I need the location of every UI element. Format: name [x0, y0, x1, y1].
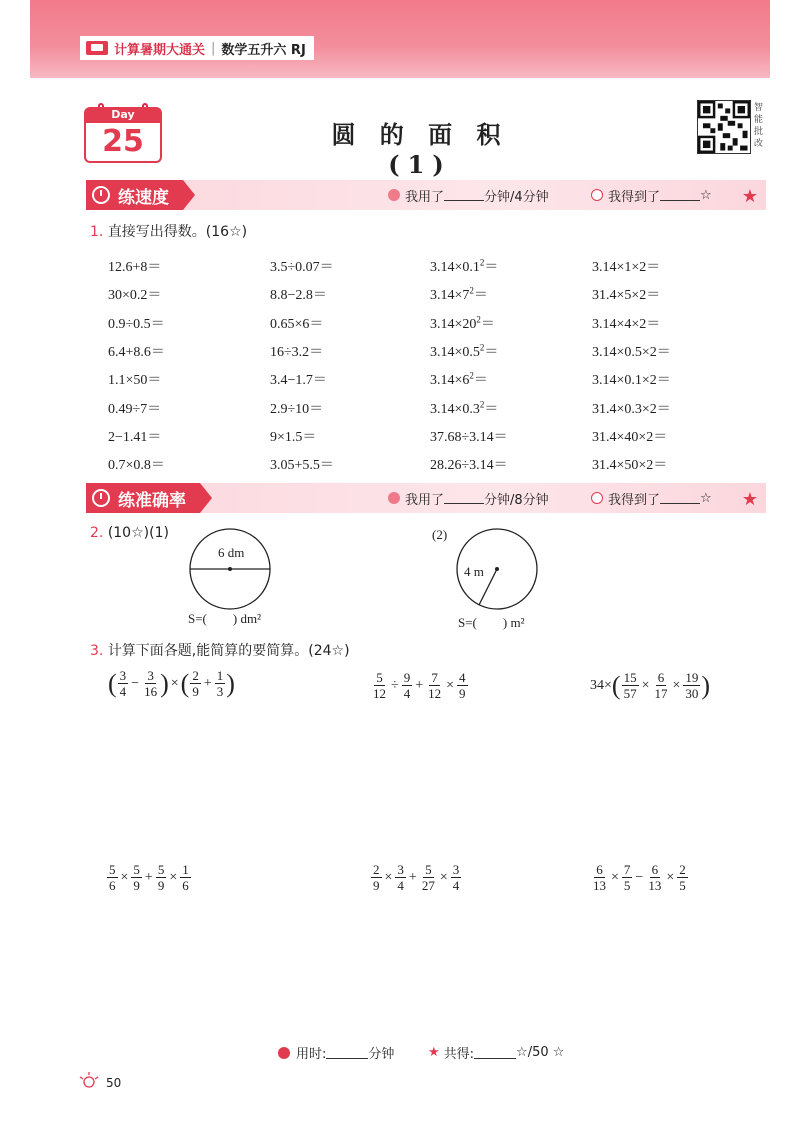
calc-expression: 1.1×50＝: [108, 373, 162, 389]
calc-expression: 3.14×1×2＝: [592, 260, 661, 275]
operator: −: [131, 675, 140, 691]
denominator: 6: [182, 878, 189, 893]
question-2-heading: [90, 525, 169, 541]
denominator: 4: [403, 686, 411, 701]
question-text: (10☆)(1): [107, 525, 169, 541]
numerator: 6: [651, 862, 659, 877]
numerator: 5: [376, 670, 383, 685]
calc-equals: ＝: [484, 260, 499, 275]
oral-calc-item: [108, 284, 161, 304]
denominator: 5: [623, 878, 631, 893]
footer-time-blank[interactable]: [326, 1047, 368, 1059]
numerator: 1: [182, 862, 189, 877]
calc-expression: 9×1.5＝: [270, 429, 317, 445]
operator: ×: [611, 869, 619, 885]
operator: +: [203, 675, 212, 691]
oral-calc-item: [592, 256, 660, 276]
paren: ): [160, 668, 169, 698]
qr-code-icon[interactable]: [697, 100, 751, 154]
numerator: 5: [157, 862, 165, 877]
footer-time: [278, 1043, 394, 1062]
operator: +: [415, 677, 424, 693]
operator: ÷: [391, 677, 399, 693]
page-margin-right: [770, 0, 800, 78]
numerator: 15: [623, 670, 637, 685]
numerator: 5: [133, 862, 140, 877]
clock-icon: [388, 492, 400, 504]
numerator: 3: [397, 862, 404, 877]
calc-base: 3.14×0.3: [430, 401, 480, 417]
question-number: 1.: [90, 224, 104, 240]
denominator: 57: [623, 686, 637, 701]
denominator: 9: [459, 686, 466, 701]
calc-expression: 6.4+8.6＝: [108, 344, 165, 360]
header-separator: |: [211, 40, 216, 56]
fraction: [180, 862, 191, 893]
star-icon: ★: [428, 1045, 440, 1060]
fraction: [457, 670, 468, 701]
numerator: 2: [192, 668, 199, 683]
alarm-clock-icon: [278, 1047, 290, 1059]
qr-caption: 智能批改: [754, 103, 764, 149]
oral-calc-item: [592, 398, 671, 418]
footer-score-label: 共得:: [443, 1047, 475, 1062]
calc-exponent: 2: [469, 285, 474, 296]
oral-calc-item: [270, 454, 334, 474]
oral-calc-item: [430, 341, 498, 361]
operator: ×: [666, 869, 675, 885]
paren: (: [180, 668, 190, 698]
oral-calc-item: [108, 341, 165, 361]
denominator: 3: [216, 684, 224, 699]
footer-time-unit: 分钟: [368, 1047, 395, 1062]
denominator: 12: [428, 686, 442, 701]
time-prefix: 我用了: [405, 189, 445, 205]
time-suffix: 分钟/8分钟: [484, 492, 549, 508]
oral-calc-item: [430, 369, 488, 389]
numerator: 6: [596, 862, 603, 877]
question-number: 3.: [90, 643, 104, 659]
operator: ×: [439, 869, 448, 885]
expression-3: [590, 670, 710, 701]
fraction: [683, 670, 700, 701]
numerator: 3: [147, 668, 154, 683]
denominator: 9: [373, 878, 380, 893]
footer-score-unit: ☆/50 ☆: [516, 1045, 565, 1060]
radius-label: 4 m: [464, 564, 484, 579]
fraction: [652, 670, 669, 701]
fraction: [622, 670, 639, 701]
part-2-label: (2): [432, 527, 448, 542]
numerator: 4: [459, 670, 466, 685]
oral-calc-item: [270, 313, 323, 333]
grade-label: 数学五升六 RJ: [221, 42, 306, 58]
score-prefix: 我得到了: [608, 492, 661, 508]
question-number: 2.: [90, 525, 104, 541]
fraction: [118, 668, 129, 699]
stopwatch-icon: [92, 186, 110, 204]
denominator: 4: [452, 878, 460, 893]
paren: ): [701, 670, 711, 700]
page-number: 50: [106, 1076, 122, 1090]
denominator: 17: [654, 686, 668, 701]
denominator: 6: [109, 878, 116, 893]
area-answer-2[interactable]: S=( ) m²: [458, 615, 525, 630]
score-blank[interactable]: [660, 492, 700, 504]
numerator: 7: [431, 670, 438, 685]
calc-expression: 3.14×4×2＝: [592, 316, 661, 332]
time-used: [388, 180, 549, 210]
calc-expression: 0.9÷0.5＝: [108, 316, 165, 332]
operator: ×: [641, 677, 650, 693]
calc-expression: 3.5÷0.07＝: [270, 260, 334, 275]
calc-expression: 8.8−2.8＝: [270, 288, 327, 304]
calc-base: 3.14×7: [430, 288, 470, 304]
paren: (: [108, 668, 117, 698]
calc-base: 28.26÷3.14＝: [430, 458, 508, 474]
section-title: 练速度: [118, 187, 169, 208]
calc-expression: 31.4×40×2＝: [592, 429, 668, 445]
footer-score-blank[interactable]: [474, 1047, 516, 1059]
page-margin-left: [0, 0, 30, 78]
calc-expression: 31.4×0.3×2＝: [592, 401, 671, 417]
section-title: 练准确率: [118, 490, 186, 511]
calc-equals: ＝: [480, 316, 495, 332]
calc-equals: ＝: [473, 288, 488, 304]
fraction: [371, 862, 382, 893]
denominator: 4: [397, 878, 404, 893]
calc-expression: 31.4×5×2＝: [592, 288, 661, 304]
calc-expression: 0.65×6＝: [270, 316, 324, 332]
fraction: [591, 862, 608, 893]
operator: −: [635, 869, 644, 885]
circle-diameter-figure: [188, 527, 272, 611]
fraction: [622, 862, 633, 893]
oral-calc-item: [592, 369, 671, 389]
expression-1: [108, 668, 235, 699]
fraction: [646, 862, 663, 893]
numerator: 7: [623, 862, 631, 877]
expression-2: [370, 670, 469, 701]
day-label: Day: [84, 107, 162, 123]
oral-calc-item: [592, 426, 667, 446]
oral-calc-item: [430, 398, 498, 418]
numerator: 1: [216, 668, 224, 683]
score-suffix: ☆: [700, 490, 712, 506]
oral-calc-item: [430, 284, 488, 304]
time-used: [388, 483, 549, 513]
paren: ): [226, 668, 235, 698]
calc-expression: 2−1.41＝: [108, 429, 162, 445]
score-got: [591, 180, 712, 210]
oral-calc-item: [270, 341, 323, 361]
fraction: [131, 862, 142, 893]
calc-expression: 31.4×50×2＝: [592, 458, 668, 474]
calc-exponent: 2: [479, 342, 485, 353]
oral-calc-item: [430, 313, 495, 333]
oral-calc-item: [430, 426, 508, 446]
denominator: 16: [144, 684, 158, 699]
calc-expression: 3.05+5.5＝: [270, 458, 334, 474]
question-1-heading: [90, 221, 247, 241]
fraction: [190, 668, 201, 699]
calc-exponent: 2: [469, 370, 474, 381]
expression-5: [370, 862, 462, 893]
expression-4: [106, 862, 192, 893]
calc-equals: ＝: [473, 373, 488, 389]
fraction: [107, 862, 118, 893]
footer-time-label: 用时:: [296, 1047, 327, 1062]
calc-expression: 0.49÷7＝: [108, 401, 162, 417]
calc-equals: ＝: [484, 401, 499, 417]
series-title: 计算暑期大通关: [114, 42, 206, 58]
numerator: 6: [657, 670, 665, 685]
fraction: [420, 862, 437, 893]
calc-expression: 12.6+8＝: [108, 260, 162, 275]
operator: ×: [170, 675, 179, 691]
denominator: 9: [192, 684, 199, 699]
numerator: 2: [679, 862, 686, 877]
time-blank[interactable]: [444, 492, 484, 504]
denominator: 30: [685, 686, 699, 701]
numerator: 19: [685, 670, 699, 685]
oral-calc-item: [592, 284, 660, 304]
operator: ×: [672, 677, 681, 693]
day-badge: [84, 103, 162, 163]
operator: ×: [169, 869, 178, 885]
time-blank[interactable]: [444, 189, 484, 201]
diameter-label: 6 dm: [218, 545, 245, 560]
calc-expression: 30×0.2＝: [108, 288, 162, 304]
fraction: [677, 862, 688, 893]
numerator: 5: [425, 862, 432, 877]
calc-exponent: 2: [476, 313, 481, 324]
operator: ×: [384, 869, 393, 885]
oral-calc-item: [108, 398, 161, 418]
fraction: [395, 862, 406, 893]
footer-score: [428, 1043, 564, 1062]
time-suffix: 分钟/4分钟: [484, 189, 549, 205]
fraction: [451, 862, 462, 893]
oral-calc-item: [108, 313, 165, 333]
oral-calc-item: [108, 256, 161, 276]
fraction: [215, 668, 226, 699]
oral-calc-item: [430, 256, 498, 276]
operator: ×: [446, 677, 454, 693]
denominator: 13: [593, 878, 606, 893]
calc-expression: 3.14×0.1×2＝: [592, 373, 671, 389]
oral-calc-item: [592, 313, 660, 333]
calc-expression: 3.14×0.5×2＝: [592, 344, 671, 360]
calc-exponent: 2: [479, 257, 485, 268]
denominator: 27: [421, 878, 435, 893]
oral-calc-item: [270, 426, 316, 446]
calc-expression: 2.9÷10＝: [270, 401, 324, 417]
oral-calc-item: [270, 369, 327, 389]
calc-exponent: 2: [479, 398, 485, 409]
star-icon: ★: [741, 489, 758, 510]
calc-base: 3.14×0.1: [430, 260, 480, 275]
operator: +: [408, 869, 417, 885]
oral-calc-item: [108, 369, 161, 389]
area-answer-1[interactable]: S=( ) dm²: [188, 611, 261, 626]
fraction: [371, 670, 388, 701]
denominator: 5: [679, 878, 686, 893]
calc-equals: ＝: [484, 344, 499, 360]
operator: ×: [120, 869, 129, 885]
denominator: 9: [157, 878, 165, 893]
calc-base: 3.14×20: [430, 316, 477, 332]
calc-expression: 3.4−1.7＝: [270, 373, 327, 389]
section-speed: [86, 180, 766, 210]
calc-expression: 0.7×0.8＝: [108, 458, 165, 474]
score-prefix: 我得到了: [608, 189, 661, 205]
denominator: 9: [133, 878, 140, 893]
score-got: [591, 483, 712, 513]
numerator: 2: [373, 862, 380, 877]
oral-calc-item: [430, 454, 508, 474]
score-suffix: ☆: [700, 187, 712, 203]
oral-calc-item: [270, 256, 334, 276]
numerator: 3: [119, 668, 127, 683]
operator: +: [144, 869, 153, 885]
expression-6: [590, 862, 689, 893]
section-accuracy: [86, 483, 766, 513]
target-icon: [92, 489, 110, 507]
calc-base: 3.14×0.5: [430, 344, 480, 360]
question-3-heading: [90, 640, 350, 660]
page-title: 圆 的 面 积(1): [331, 120, 509, 179]
section-accuracy-label: [86, 483, 200, 513]
fraction: [156, 862, 167, 893]
check-icon: [591, 492, 603, 504]
book-header: [80, 36, 314, 60]
calc-expression: 16÷3.2＝: [270, 344, 324, 360]
star-icon: ★: [741, 186, 758, 207]
oral-calc-item: [108, 426, 161, 446]
section-speed-label: [86, 180, 183, 210]
oral-calc-item: [270, 284, 327, 304]
multiplier: 34×: [590, 677, 612, 693]
question-text: 计算下面各题,能简算的要简算。(24☆): [107, 643, 350, 659]
check-icon: [591, 189, 603, 201]
fraction: [426, 670, 443, 701]
oral-calc-item: [592, 341, 671, 361]
denominator: 4: [119, 684, 127, 699]
oral-calc-item: [108, 454, 165, 474]
time-prefix: 我用了: [405, 492, 445, 508]
calc-base: 37.68÷3.14＝: [430, 429, 508, 445]
calc-base: 3.14×6: [430, 373, 470, 389]
numerator: 3: [452, 862, 460, 877]
oral-calc-item: [592, 454, 667, 474]
oral-calc-item: [270, 398, 323, 418]
question-text: 直接写出得数。(16☆): [107, 224, 248, 240]
day-number: 25: [84, 123, 162, 163]
numerator: 5: [109, 862, 116, 877]
denominator: 13: [648, 878, 662, 893]
paren: (: [611, 670, 621, 700]
denominator: 12: [373, 686, 386, 701]
score-blank[interactable]: [660, 189, 700, 201]
book-icon: [86, 41, 108, 55]
fraction: [402, 670, 413, 701]
numerator: 9: [403, 670, 411, 685]
fraction: [142, 668, 159, 699]
sun-icon: [78, 1072, 100, 1088]
clock-icon: [388, 189, 400, 201]
